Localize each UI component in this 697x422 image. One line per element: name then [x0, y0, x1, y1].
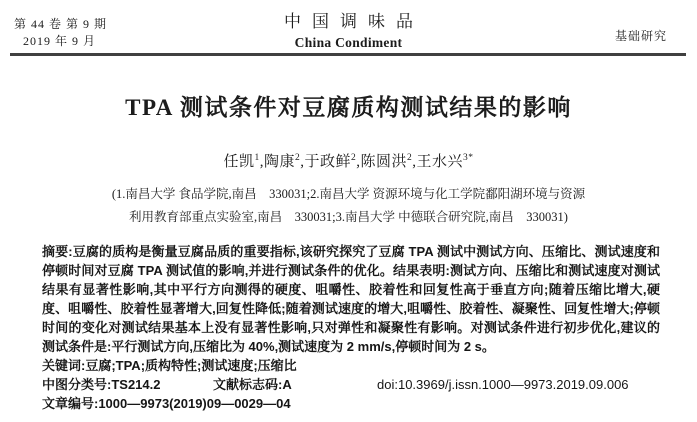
classification-row	[42, 375, 660, 394]
affiliation-line: (1.南昌大学 食品学院,南昌 330031;2.南昌大学 资源环境与化工学院鄱阳湖环境与资源	[111, 187, 586, 201]
author-line	[0, 150, 697, 171]
article-number: 文章编号:1000—9973(2019)09—0029—04	[42, 396, 291, 411]
abstract: 摘要:豆腐的质构是衡量豆腐品质的重要指标,该研究探究了豆腐 TPA 测试中测试方向、压缩比、测试速度和停顿时间对豆腐 TPA 测试值的影响,并进行测试条件的优化。结果表明:测试方向、压缩比和测试速度对测试结果有显著性影响,其中平行方向测得的硬度、咀嚼性、胶着性和回复性高于垂直方向;随着压缩比增大,硬度、咀嚼性、胶着性显著增大,回复性降低;随着测试速度的增大,咀嚼性、胶着性、凝聚性、回复性增大;停顿时间的变化对测试结果基本上没有显著性影响,只对弹性和凝聚性有影响。对测试条件进行初步优化,建议的测试条件是:平行测试方向,压缩比为 40%,测试速度为 2 mm/s,停顿时间为 2 s。	[42, 244, 660, 354]
author: 王水兴$^{3*}$	[416, 153, 474, 170]
column-label: 基础研究	[614, 29, 667, 43]
author-affil-mark: 2	[407, 153, 413, 163]
article-title: TPA 测试条件对豆腐质构测试结果的影响	[125, 95, 572, 120]
volume-issue: 第 44 卷 第 9 期	[14, 17, 108, 31]
author: 任凯$^1$	[223, 153, 260, 170]
journal-title-block	[0, 7, 697, 51]
author-affil-mark: 2	[351, 153, 357, 163]
affiliation-line: 利用教育部重点实验室,南昌 330031;3.南昌大学 中德联合研究院,南昌 330031)	[129, 210, 568, 224]
keywords: 关键词:豆腐;TPA;质构特性;测试速度;压缩比	[42, 358, 297, 373]
author-separator: ,	[412, 154, 417, 170]
front-matter-block	[42, 242, 660, 413]
document-code: 文献标志码:A	[213, 377, 292, 392]
journal-name-cn: 中国调味品	[284, 12, 424, 31]
journal-name-en: China Condiment	[294, 35, 403, 50]
doi: doi:10.3969/j.issn.1000—9973.2019.09.006	[377, 377, 629, 392]
header-divider	[10, 53, 686, 56]
author-affil-mark: 3*	[463, 153, 474, 163]
author-separator: ,	[259, 154, 264, 170]
issue-date: 2019 年 9 月	[23, 34, 97, 48]
author-affil-mark: 2	[294, 153, 301, 163]
author-separator: ,	[356, 154, 361, 170]
author: 陈圆洪$^2$	[360, 153, 413, 170]
affiliations	[0, 183, 697, 229]
author-affil-mark: 1	[254, 153, 260, 163]
author: 于政鲜$^2$	[304, 153, 357, 170]
author: 陶康$^2$	[263, 153, 301, 170]
clc-number: 中图分类号:TS214.2	[42, 377, 161, 392]
author-separator: ,	[300, 154, 305, 170]
